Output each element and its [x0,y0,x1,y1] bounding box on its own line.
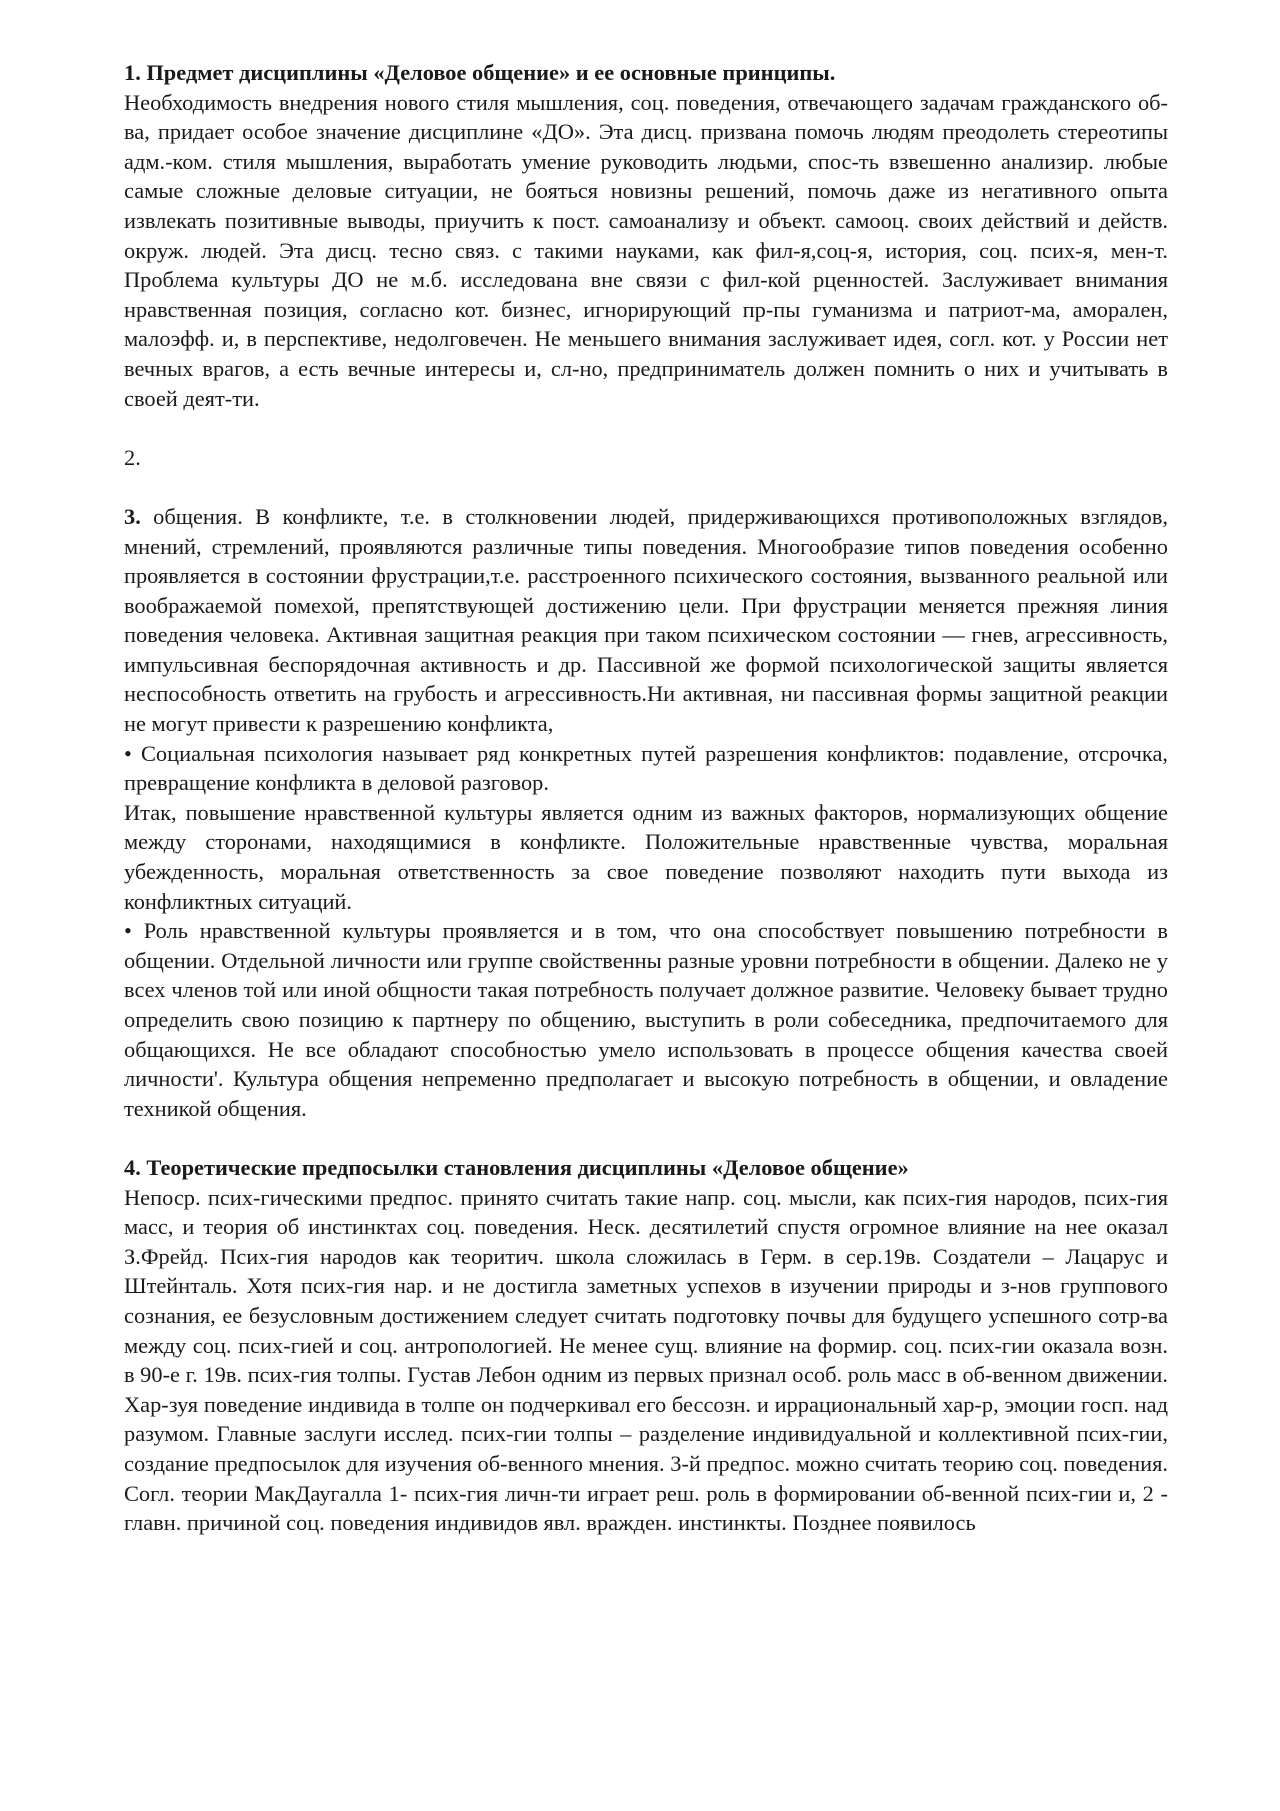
section-3-number: 3. [124,503,141,529]
spacer [124,1123,1168,1153]
spacer [124,472,1168,502]
section-3-lead-paragraph [124,502,1168,739]
section-1-heading: 1. Предмет дисциплины «Деловое общение» и ее основные принципы. [124,60,836,85]
spacer [124,413,1168,443]
section-3-paragraph-2: Итак, повышение нравственной культуры является одним из важных факторов, нормализующих общение между сторонами, находящимися в конфликте. Положительные нравственные чувства, моральная убежденность, моральная ответственность за свое поведение позволяют находить пути выхода из конфликтных ситуаций. [124,799,1168,914]
section-3-bullet-2: • Роль нравственной культуры проявляется и в том, что она способствует повышению потребности в общении. Отдельной личности или группе свойственны разные уровни потребности в общении. Далеко не у всех членов той или иной общности такая потребность получает должное развитие. Человеку бывает трудно определить свою позицию к партнеру по общению, выступить в роли собеседника, предпочитаемого для общающихся. Не все обладают способностью умело использовать в процессе общения качества своей личности'. Культура общения непременно предполагает и высокую потребность в общении, и овладение техникой общения. [124,918,1168,1121]
section-4-text: Непоср. псих-гическими предпос. принято считать такие напр. соц. мысли, как псих-гия народов, псих-гия масс, и теория об инстинктах соц. поведения. Неск. десятилетий спустя огромное влияние на нее оказал З.Фрейд. Псих-гия народов как теоритич. школа сложилась в Герм. в сер.19в. Создатели – Лацарус и Штейнталь. Хотя псих-гия нар. и не достигла заметных успехов в изучении природы и з-нов группового сознания, ее безусловным достижением следует считать подготовку почвы для будущего успешного сотр-ва между соц. псих-гией и соц. антропологией. Не менее сущ. влияние на формир. соц. псих-гии оказала возн. в 90-е г. 19в. псих-гия толпы. Густав Лебон одним из первых признал особ. роль масс в об-венном движении. Хар-зуя поведение индивида в толпе он подчеркивал его бессозн. и иррациональный хар-р, эмоции госп. над разумом. Главные заслуги исслед. псих-гии толпы – разделение индивидуальной и коллективной псих-гии, создание предпосылок для изучения об-венного мнения. 3-й предпос. можно считать теорию соц. поведения. Согл. теории МакДаугалла 1- псих-гия личн-ти играет реш. роль в формировании об-венной псих-гии и, 2 - главн. причиной соц. поведения индивидов явл. вражден. инстинкты. Позднее появилось [124,1184,1168,1536]
section-4-heading: 4. Теоретические предпосылки становления дисциплины «Деловое общение» [124,1154,909,1180]
section-3-lead-text: общения. В конфликте, т.е. в столкновении людей, придерживающихся противоположных взглядов, мнений, стремлений, проявляются различные типы поведения. Многообразие типов поведения особенно проявляется в состоянии фрустрации,т.е. расстроенного психического состояния, вызванного реальной или воображаемой помехой, препятствующей достижению цели. При фрустрации меняется прежняя линия поведения человека. Активная защитная реакция при таком психическом состоянии — гнев, агрессивность, импульсивная беспорядочная активность и др. Пассивной же формой психологической защиты является неспособность ответить на грубость и агрессивность.Ни активная, ни пассивная формы защитной реакции не могут привести к разрешению конфликта, [124,503,1168,737]
section-3-bullet-1: • Социальная психология называет ряд конкретных путей разрешения конфликтов: подавление, отсрочка, превращение конфликта в деловой разговор. [124,740,1168,796]
document-page [124,58,1168,1538]
section-2-number: 2. [124,444,141,470]
section-1-text: Необходимость внедрения нового стиля мышления, соц. поведения, отвечающего задачам гражданского об-ва, придает особое значение дисциплине «ДО». Эта дисц. призвана помочь людям преодолеть стереотипы адм.-ком. стиля мышления, выработать умение руководить людьми, спос-ть взвешенно анализир. любые самые сложные деловые ситуации, не бояться новизны решений, помочь даже из негативного опыта извлекать позитивные выводы, приучить к пост. самоанализу и объект. самооц. своих действий и действ. окруж. людей. Эта дисц. тесно связ. с такими науками, как фил-я,соц-я, история, соц. псих-я, мен-т. Проблема культуры ДО не м.б. исследована вне связи с фил-кой рценностей. Заслуживает внимания нравственная позиция, согласно кот. бизнес, игнорирующий пр-пы гуманизма и патриот-ма, аморален, малоэфф. и, в перспективе, недолговечен. Не меньшего внимания заслуживает идея, согл. кот. у России нет вечных врагов, а есть вечные интересы и, сл-но, предприниматель должен помнить о них и учитывать в своей деят-ти. [124,89,1168,411]
